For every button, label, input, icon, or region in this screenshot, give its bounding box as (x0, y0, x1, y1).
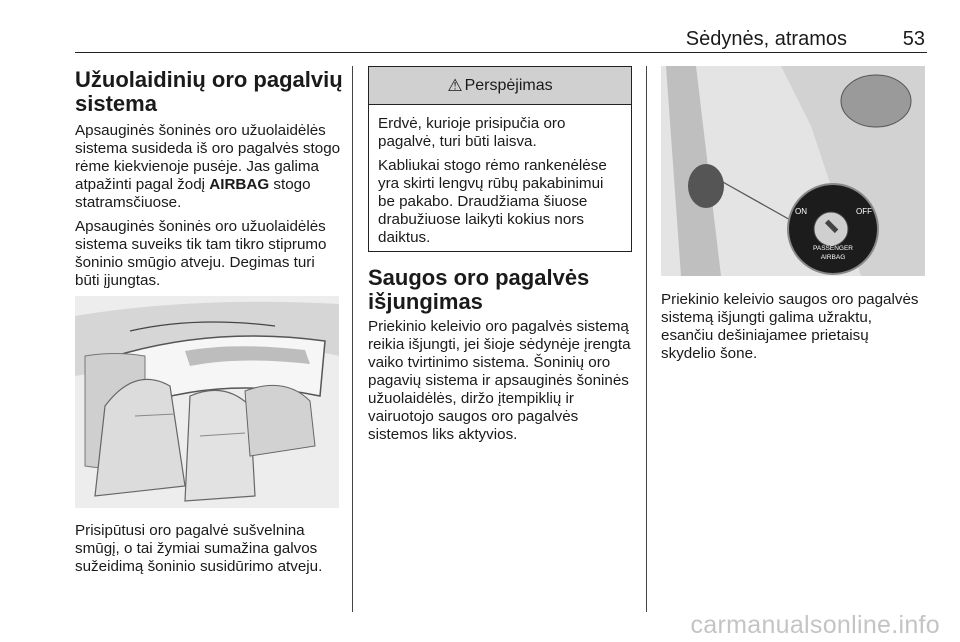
airbag-label: AIRBAG (209, 176, 270, 193)
airbag-switch-illustration (661, 66, 925, 276)
figure-caption-curtain: Prisipūtusi oro pagalvė sušvelnina smūgį, o tai žymiai sumažina galvos sužeidimą šoninio susidūrimo atveju. (75, 522, 323, 575)
watermark: carmanualsonline.info (690, 611, 940, 639)
page-header (75, 28, 925, 52)
paragraph-deactivation: Priekinio keleivio oro pagalvės sistemą reikia išjungti, jei šioje sėdynėje įrengta vaiko tvirtinimo sistema. Šoninių oro pagavių sistema ir apsauginės šoninės užuolaidėlės, diržo įtempiklių ir vairuotojo saugos oro pagalvės sistemos liks aktyvios. (368, 318, 631, 443)
warning-body (369, 105, 631, 247)
figure-caption-switch: Priekinio keleivio saugos oro pagalvės sistemą išjungti galima užraktu, esančiu dešiniajamee prietaisų skydelio šone. (661, 291, 919, 362)
curtain-airbag-illustration (75, 296, 339, 508)
page-number: 53 (902, 28, 925, 50)
warning-title: Perspėjimas (464, 76, 553, 94)
switch-off-label: OFF (856, 207, 872, 216)
warning-box (368, 66, 632, 252)
paragraph-curtain-2: Apsauginės šoninės oro užuolaidėlės sistema suveiks tik tam tikro stiprumo šoninio smūgio atveju. Degimas turi būti įjungtas. (75, 218, 327, 289)
warning-header (369, 67, 631, 105)
switch-on-label: ON (795, 207, 807, 216)
warning-triangle-icon: ⚠ (447, 75, 463, 95)
warning-paragraph-2: Kabliukai stogo rėmo rankenėlėse yra skirti lengvų rūbų pakabinimui be pakabo. Draudžiama šiuose drabužiuose laikyti kokius nors daiktus. (378, 157, 607, 246)
column-divider-2 (646, 66, 647, 612)
section-heading-airbag-deactivation: Saugos oro pagalvės išjungimas (368, 265, 590, 314)
switch-airbag-label: AIRBAG (820, 254, 846, 261)
column-2 (368, 266, 636, 450)
switch-passenger-label: PASSENGER (813, 245, 853, 252)
paragraph-curtain-1 (75, 122, 343, 212)
paragraph-text: stogo statramsčiuose. (75, 176, 311, 211)
header-rule (75, 52, 927, 53)
column-divider-1 (352, 66, 353, 612)
paragraph-text: Apsauginės šoninės oro užuolaidėlės sistema susideda iš oro pagalvės stogo rėme kiekvienoje pusėje. Jas galima atpažinti pagal žodį (75, 122, 341, 193)
column-1 (75, 68, 343, 296)
header-title: Sėdynės, atramos (685, 28, 847, 50)
section-heading-curtain-airbag: Užuolaidinių oro pagalvių sistema (75, 67, 343, 116)
warning-paragraph-1: Erdvė, kurioje prisipučia oro pagalvė, turi būti laisva. (378, 115, 566, 150)
